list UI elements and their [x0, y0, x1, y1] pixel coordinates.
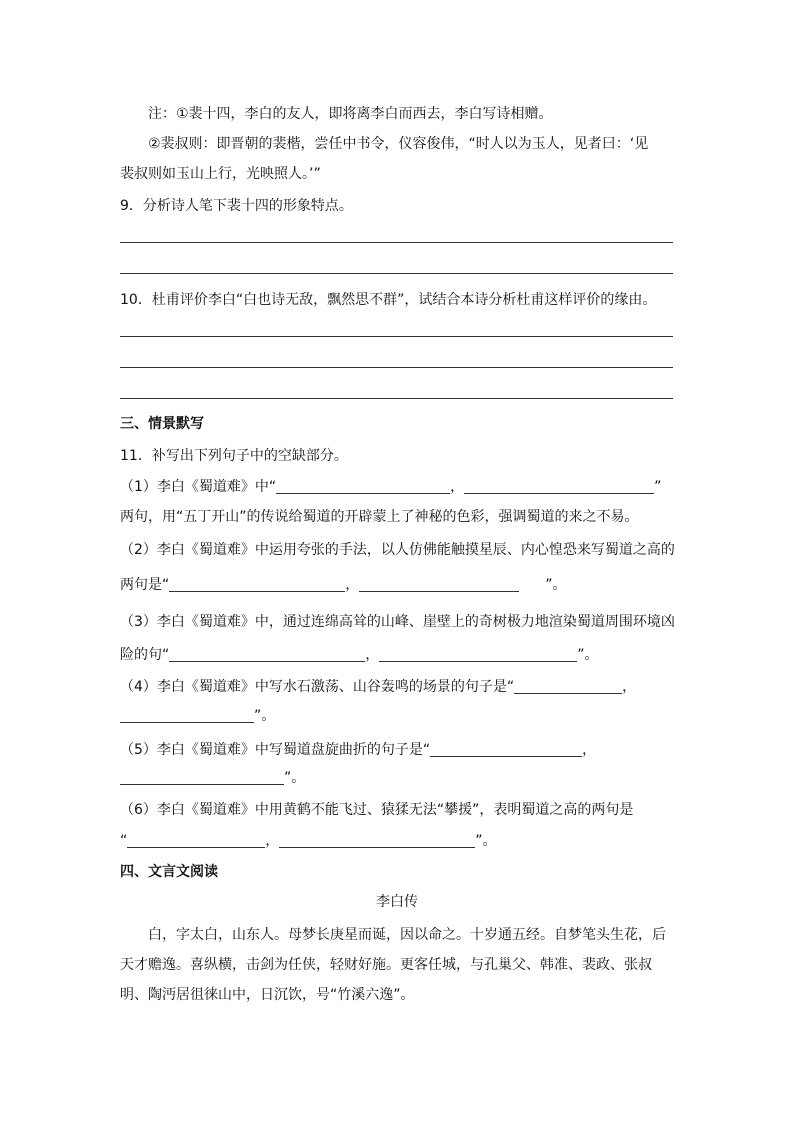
fill-item-4-line2: ”。: [120, 706, 275, 726]
question-9: 9．分析诗人笔下裴十四的形象特点。: [120, 198, 353, 214]
section-4-title: 四、文言文阅读: [120, 864, 218, 880]
blank-field[interactable]: [514, 679, 622, 694]
blank-field[interactable]: [120, 770, 284, 785]
question-11: 11．补写出下列句子中的空缺部分。: [120, 448, 348, 464]
fill-item-2: 两句是“ ， ”。: [120, 577, 567, 593]
passage-title: 李白传: [376, 894, 418, 910]
fill-item-1-line2: 两句，用“五丁开山”的传说给蜀道的开辟蒙上了神秘的色彩，强调蜀道的来之不易。: [120, 509, 639, 525]
fill-item-1: （1）李白《蜀道难》中“ ， ”: [120, 479, 662, 495]
answer-line: [120, 336, 673, 337]
answer-line: [120, 242, 673, 243]
fill-item-4: （4）李白《蜀道难》中写水石激荡、山谷轰鸣的场景的句子是“ ，: [120, 679, 637, 695]
fill-item-3: 险的句“ ， ”。: [120, 647, 599, 663]
blank-field[interactable]: [276, 479, 450, 494]
blank-field[interactable]: [430, 742, 582, 757]
answer-line: [120, 398, 673, 399]
fill-item-5-line2: ”。: [120, 768, 305, 788]
blank-field[interactable]: [359, 577, 519, 592]
blank-field[interactable]: [127, 833, 265, 848]
blank-field[interactable]: [120, 708, 254, 723]
note-2-line2: 裴叔则如玉山上行，光映照人。’”: [120, 166, 321, 182]
fill-item-3-line1: （3）李白《蜀道难》中，通过连绵高耸的山峰、崖壁上的奇树极力地渲染蜀道周围环境凶: [120, 614, 675, 630]
note-2-line1: ②裴叔则：即晋朝的裴楷，尝任中书令，仪容俊伟，“时人以为玉人，见者曰：‘见: [148, 136, 649, 152]
question-10: 10．杜甫评价李白“白也诗无敌，飘然思不群”，试结合本诗分析杜甫这样评价的缘由。: [120, 292, 657, 308]
blank-field[interactable]: [464, 479, 654, 494]
section-3-title: 三、情景默写: [120, 416, 204, 432]
fill-item-2-line1: （2）李白《蜀道难》中运用夸张的手法，以人仿佛能触摸星辰、内心惶恐来写蜀道之高的: [120, 542, 675, 558]
answer-line: [120, 273, 673, 274]
blank-field[interactable]: [379, 647, 577, 662]
passage-line-2: 天才赡逸。喜纵横，击剑为任侠，轻财好施。更客任城，与孔巢父、韩准、裴政、张叔: [120, 957, 652, 973]
fill-item-5: （5）李白《蜀道难》中写蜀道盘旋曲折的句子是“ ，: [120, 742, 597, 758]
blank-field[interactable]: [169, 647, 365, 662]
blank-field[interactable]: [279, 833, 475, 848]
passage-line-1: 白，字太白，山东人。母梦长庚星而诞，因以命之。十岁通五经。自梦笔头生花，后: [148, 927, 666, 943]
passage-line-3: 明、陶沔居徂徕山中，日沉饮，号“竹溪六逸”。: [120, 987, 415, 1003]
answer-line: [120, 367, 673, 368]
fill-item-6: “ ， ”。: [120, 833, 497, 849]
note-1: 注：①裴十四，李白的友人，即将离李白而西去，李白写诗相赠。: [148, 106, 553, 122]
fill-item-6-line1: （6）李白《蜀道难》中用黄鹤不能飞过、猿猱无法“攀援”，表明蜀道之高的两句是: [120, 802, 634, 818]
blank-field[interactable]: [169, 577, 345, 592]
